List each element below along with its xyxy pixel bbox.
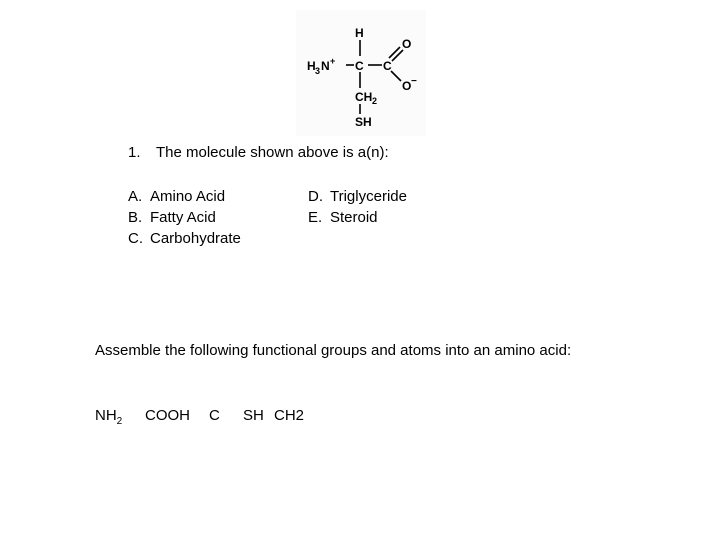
bond-c-o-double-1 bbox=[389, 47, 400, 58]
choice-text: Triglyceride bbox=[330, 188, 407, 205]
atom-h3-subscript: 3 bbox=[315, 66, 321, 76]
question-number: 1. bbox=[128, 144, 141, 161]
choice-text: Carbohydrate bbox=[150, 230, 241, 247]
atom-o-single: O bbox=[402, 79, 412, 93]
question-text: The molecule shown above is a(n): bbox=[156, 144, 389, 161]
part-nh2 bbox=[95, 405, 122, 432]
atom-ch2: CH bbox=[355, 90, 373, 104]
atom-o-double: O bbox=[402, 37, 412, 51]
atom-h3: H bbox=[307, 59, 316, 73]
atom-h-top: H bbox=[355, 26, 364, 40]
part-c: C bbox=[209, 407, 220, 424]
atom-o-charge: − bbox=[411, 76, 417, 87]
choice-text: Amino Acid bbox=[150, 188, 226, 205]
choice-d bbox=[308, 186, 407, 207]
part-cooh: COOH bbox=[145, 407, 190, 424]
choice-b bbox=[128, 207, 241, 228]
choice-a bbox=[128, 186, 241, 207]
part-nh2-subscript: 2 bbox=[116, 416, 123, 427]
part-ch2: CH2 bbox=[274, 407, 305, 424]
atom-c-carboxyl: C bbox=[383, 59, 392, 73]
atom-n: N bbox=[321, 59, 330, 73]
choice-letter: A. bbox=[128, 188, 143, 205]
atom-c-alpha: C bbox=[355, 59, 364, 73]
atom-n-charge: + bbox=[330, 56, 336, 66]
bond-c-o-single bbox=[391, 71, 401, 81]
part-nh2-text: NH bbox=[95, 407, 117, 424]
choice-letter: C. bbox=[128, 230, 143, 247]
choice-letter: E. bbox=[308, 209, 323, 226]
choice-c bbox=[128, 228, 241, 249]
atom-sh: SH bbox=[355, 115, 372, 129]
choice-letter: B. bbox=[128, 209, 143, 226]
choice-text: Fatty Acid bbox=[150, 209, 216, 226]
cysteine-structure-diagram bbox=[296, 10, 426, 136]
molecule-svg bbox=[296, 10, 426, 136]
choice-e bbox=[308, 207, 407, 228]
atom-ch2-subscript: 2 bbox=[372, 96, 378, 106]
bond-c-o-double-2 bbox=[392, 50, 403, 61]
choices-right-column bbox=[308, 186, 407, 228]
choice-text: Steroid bbox=[330, 209, 378, 226]
choices-left-column bbox=[128, 186, 241, 249]
choice-letter: D. bbox=[308, 188, 323, 205]
question-1 bbox=[128, 142, 389, 163]
assemble-instruction: Assemble the following functional groups and atoms into an amino acid: bbox=[95, 342, 572, 359]
part-sh: SH bbox=[243, 407, 264, 424]
